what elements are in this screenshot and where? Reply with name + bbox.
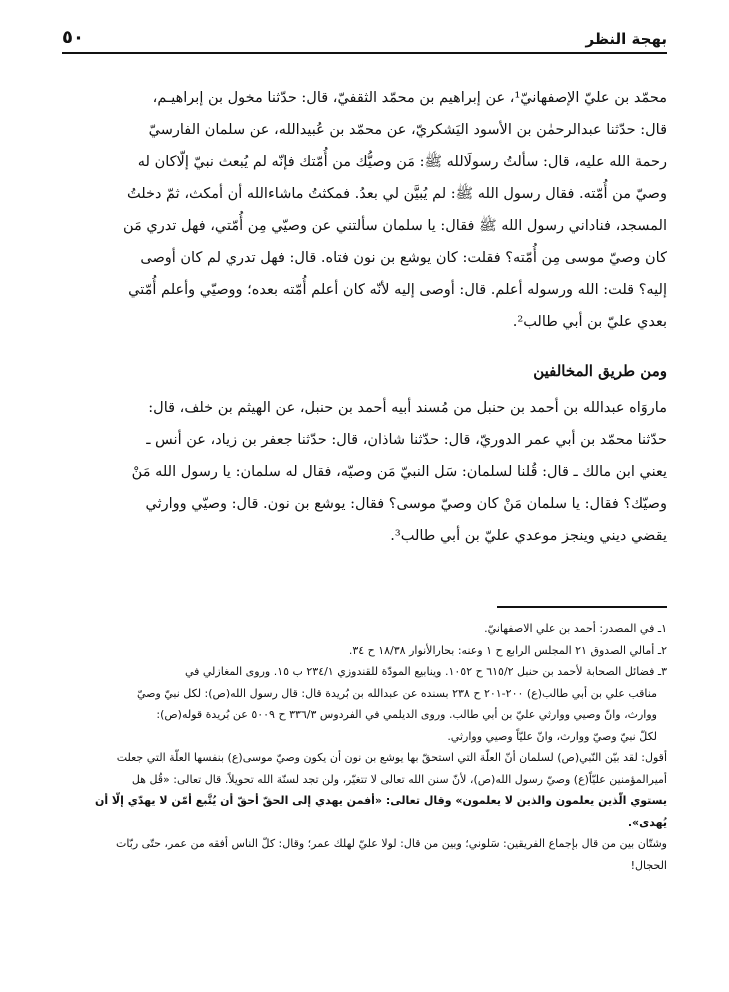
page-header (62, 22, 667, 54)
footnote-line: ووارث، وانّ وصيي ووارثي عليّ بن أبي طالب. وروى الديلمي في الفردوس ٣٣٦/٣ ح ٥٠٠٩ عن بُريدة قوله(ص): (156, 708, 657, 721)
text-line: يعني ابن مالك ـ قال: قُلنا لسلمان: سَل النبيّ مَن وصيّه، فقال له سلمان: يا رسول الله مَنْ (131, 464, 667, 480)
footnote-line: ١ـ في المصدر: أحمد بن علي الاصفهانيّ. (484, 622, 667, 635)
footnotes (62, 618, 667, 876)
text-line: يقضي ديني وينجز موعدي عليّ بن أبي طالب³. (390, 528, 667, 544)
text-line: بعدي عليّ بن أبي طالب². (512, 314, 667, 330)
text-line: وصيّك؟ فقال: يا سلمان مَنْ كان وصيّ موسى؟ فقال: يوشع بن نون. قال: وصيّي ووارثي (145, 496, 667, 512)
text-line: المسجد، فناداني رسول الله ﷺ فقال: يا سلمان سألتني عن وصيّي مِن أُمّتي، فهل تدري مَن (123, 218, 667, 234)
footnote-line: أميرالمؤمنين عليّاً(ع) وصيّ رسول الله(ص)، لأنّ سنن الله تعالى لا تتغيّر، ولن تجد لسنّة الله تحويلاً. قال تعالى: «قُل هل (131, 772, 667, 786)
text-line: إليه؟ قلت: الله ورسوله أعلم. قال: أوصى إليه لأنّه كان أعلم أُمّته بعده؛ ووصيّي وأعلم أُمّتي (128, 282, 667, 298)
footnote-line: يستوي الّذين يعلمون والذين لا يعلمون» وقال تعالى: «أفمن يهدي إلى الحقّ أحقّ أن يُتَّبع أمّن لا يهدّي إلّا أن (94, 794, 667, 807)
text-line: قال: حدّثنا عبدالرحمٰن بن الأسود اليَشكريّ، عن محمّد بن عُبيدالله، عن سلمان الفارسيّ (148, 122, 667, 138)
text-line: محمّد بن عليّ الإصفهانيّ¹، عن إبراهيم بن محمّد الثقفيّ، قال: حدّثنا مخول بن إبراهيـم، (152, 90, 667, 106)
footnote-line: وشتّان بين من قال بإجماع الفريقين: سَلوني؛ وبين من قال: لولا عليّ لهلك عمر؛ وقال: كلّ الناس أفقه من عمر، حتّى ربّات (116, 837, 667, 850)
separator-rule (497, 606, 667, 608)
footnote-line: مناقب علي بن أبي طالب(ع) ٢٠٠-٢٠١ ح ٢٣٨ بسنده عن عبدالله بن بُريدة قال: قال رسول الله(ص): لكل نبيّ وصيّ (136, 686, 657, 700)
section-heading: ومن طريق المخالفين (533, 362, 667, 380)
text-line: ماروَاه عبدالله بن أحمد بن حنبل من مُسند أبيه أحمد بن حنبل، عن الهيثم بن خلف، قال: (148, 400, 667, 416)
text-line: كان وصيّ موسى مِن أُمّته؟ فقلت: كان يوشع بن نون فتاه. قال: فهل تدري لم كان أوصى (140, 250, 667, 266)
main-text (62, 82, 667, 552)
running-title: بهجة النظر (585, 30, 667, 48)
footnote-line: ٢ـ أمالي الصدوق ٢١ المجلس الرابع ح ١ وعنه: بحارالأنوار ١٨/٣٨ ح ٣٤. (348, 643, 667, 657)
footnote-line: يُهدى». (627, 815, 667, 829)
footnote-separator (62, 606, 667, 608)
footnote-line: الحجال! (630, 858, 667, 872)
footnote-line: لكلّ نبيّ وصيّ ووارث، وانّ عليّاً وصيي ووارثي. (447, 729, 657, 743)
page-number: ٥٠ (62, 27, 84, 48)
paragraph-2 (62, 392, 667, 552)
text-line: رحمة الله عليه، قال: سألتُ رسولَالله ﷺ: مَن وصيُّك من أُمّتك فإنّه لم يُبعث نبيّ إلّاكان له (137, 154, 667, 170)
text-line: وصيّ من أُمّته. فقال رسول الله ﷺ: لم يُبيَّن لي بعدُ. فمكثتُ ماشاءالله أن أمكث، ثمّ دخلتُ (126, 186, 667, 202)
paragraph-1 (62, 82, 667, 338)
text-line: حدّثنا محمّد بن أبي عمر الدوريّ، قال: حدّثنا شاذان، قال: حدّثنا جعفر بن زياد، عن أنس ـ (146, 432, 667, 448)
footnote-line: ٣ـ فضائل الصحابة لأحمد بن حنبل ٦١٥/٢ ح ١٠٥٢. وينابيع المودّة للقندوزي ٢٣٤/١ ب ١٥. وروى المغازلي في (184, 665, 667, 678)
footnote-line: أقول: لقد بيّن النّبي(ص) لسلمان أنّ العلّة التي استحقّ بها يوشع بن نون أن يكون وصيّ موسى(ع) بنفسها العلّة التي جعلت (116, 751, 667, 764)
